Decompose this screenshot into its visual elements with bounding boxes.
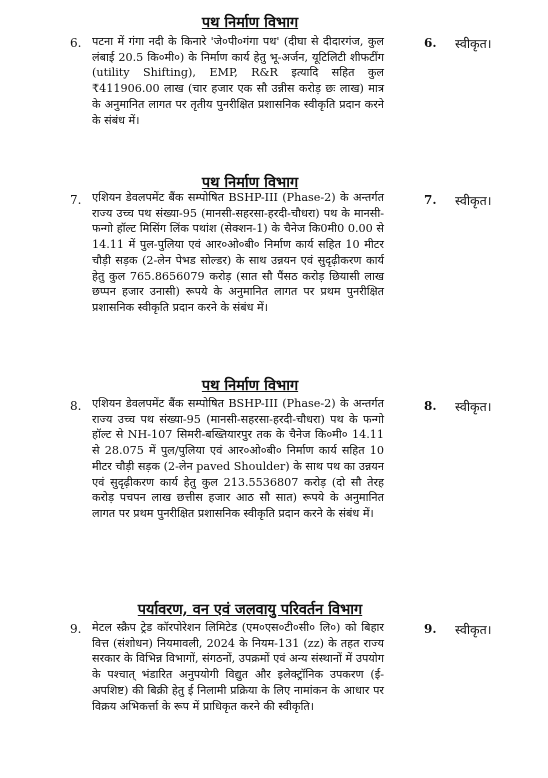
- department-heading: पथ निर्माण विभाग: [201, 14, 299, 31]
- item-number: 8.: [70, 399, 82, 413]
- item-number: 7.: [70, 193, 82, 207]
- item-text: एशियन डेवलपमेंट बैंक सम्पोषित BSHP-III (Phase-2) के अन्तर्गत राज्य उच्च पथ संख्या-95 (मानसी-सहरसा-हरदी-चौधरा) पथ के फन्गो हॉल्ट से NH-107 सिमरी-बख्तियारपुर तक के चैनेज कि०मी० 14.11 से 28.075 में पुल/पुलिया एवं आर०ओ०बी० निर्माण कार्य सहित 10 मीटर चौड़ी सड़क (2-लेन paved Shoulder) के साथ पथ का उन्नयन एवं सुदृढ़ीकरण कार्य हेतु कुल 213.5536807 करोड़ (दो सौ तेरह करोड़ पचपन लाख छत्तीस हजार आठ सौ सात) रूपये के अनुमानित लागत पर प्रथम पुनरीक्षित प्रशासनिक स्वीकृति प्रदान करने के संबंध में।: [92, 397, 384, 520]
- department-heading: पथ निर्माण विभाग: [201, 174, 299, 191]
- status-text: स्वीकृत।: [455, 399, 492, 414]
- item-number: 6.: [70, 36, 82, 50]
- ref-number: 6.: [424, 36, 437, 50]
- status-text: स्वीकृत।: [455, 193, 492, 208]
- item-text: एशियन डेवलपमेंट बैंक सम्पोषित BSHP-III (Phase-2) के अन्तर्गत राज्य उच्च पथ संख्या-95 (मानसी-सहरसा-हरदी-चौधरा) पथ के मानसी-फन्गो हॉल्ट मिसिंग लिंक पथांश (सेक्शन-1) के चैनेज कि0मी0 0.00 से 14.11 में पुल-पुलिया एवं आर०ओ०बी० निर्माण कार्य सहित 10 मीटर चौड़ी सड़क (2-लेन पेभड सोल्डर) के साथ उन्नयन एवं सुदृढ़ीकरण कार्य हेतु कुल 765.8656079 करोड़ (सात सौ पैंसठ करोड़ छियासी लाख छप्पन हजार उनासी) रूपये के अनुमानित लागत पर प्रथम पुनरीक्षित प्रशासनिक स्वीकृति प्रदान करने के संबंध में।: [92, 191, 384, 314]
- ref-number: 7.: [424, 193, 437, 207]
- department-heading: पथ निर्माण विभाग: [201, 377, 299, 394]
- status-text: स्वीकृत।: [455, 622, 492, 637]
- status-text: स्वीकृत।: [455, 36, 492, 51]
- item-text: मेटल स्क्रैप ट्रेड कॉरपोरेशन लिमिटेड (एम०एस०टी०सी० लि०) को बिहार वित्त (संशोधन) नियमावली, 2024 के नियम-131 (zz) के तहत राज्य सरकार के विभिन्न विभागों, संगठनों, उपक्रमों एवं अन्य संस्थानों में उपयोग के पश्चात् भंडारित अनुपयोगी विद्युत और इलेक्ट्रॉनिक उपकरण (ई-अपशिष्ट) की बिक्री हेतु ई निलामी प्रक्रिया के लिए नामांकन के आधार पर विक्रय अभिकर्त्ता के रूप में प्राधिकृत करने की स्वीकृति।: [92, 621, 384, 713]
- item-number: 9.: [70, 622, 82, 636]
- ref-number: 8.: [424, 399, 437, 413]
- department-heading: पर्यावरण, वन एवं जलवायु परिवर्तन विभाग: [137, 601, 363, 618]
- ref-number: 9.: [424, 622, 437, 636]
- item-text: पटना में गंगा नदी के किनारे 'जे०पी०गंगा पथ' (दीघा से दीदारगंज, कुल लंबाई 20.5 कि०मी०) के निर्माण कार्य हेतु भू-अर्जन, यूटिलिटी शीफटींग (utility Shifting), EMP, R&R इत्यादि सहित कुल ₹411906.00 लाख (चार हजार एक सौ उन्नीस करोड़ छः लाख) मात्र के अनुमानित लागत पर तृतीय पुनरीक्षित प्रशासनिक स्वीकृति प्रदान करने के संबंध में।: [92, 35, 384, 127]
